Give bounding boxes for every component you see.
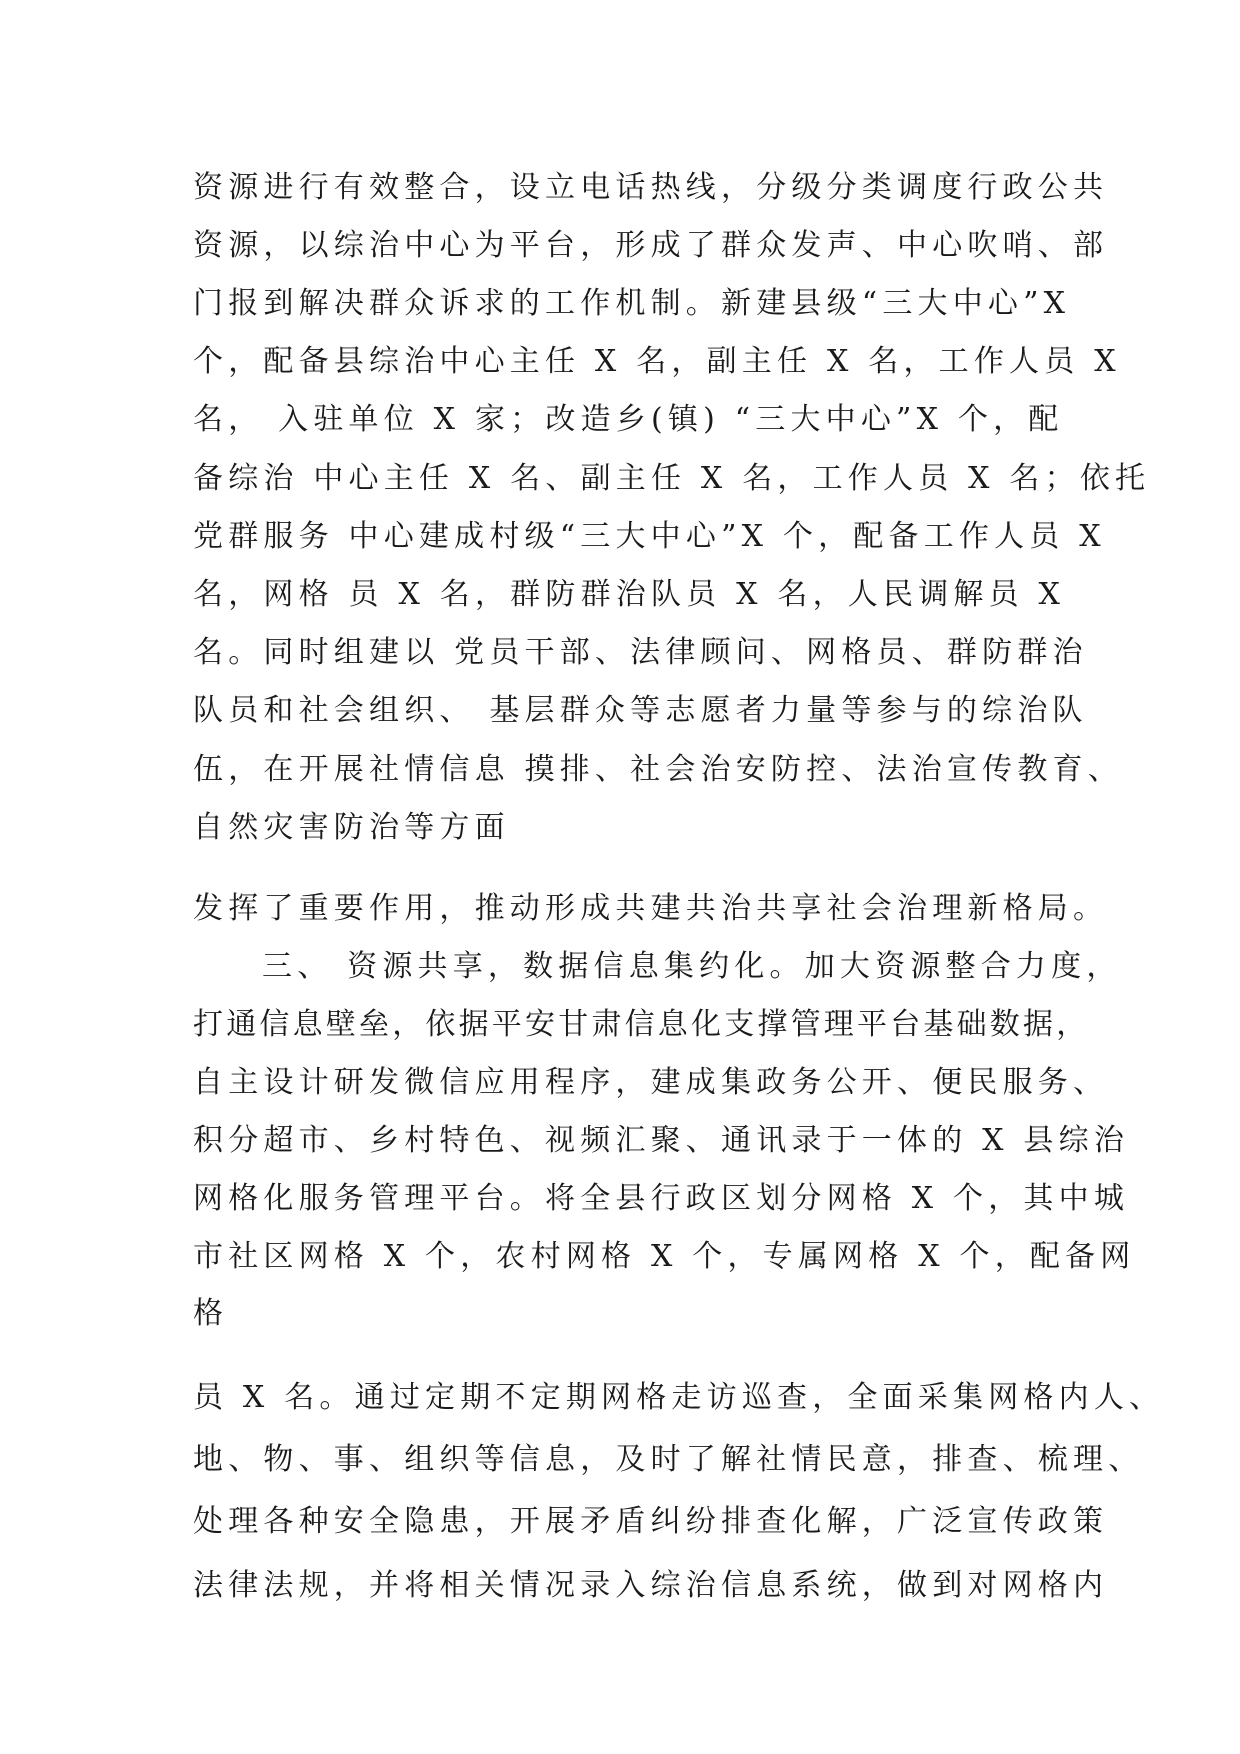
- section-heading-line: 三、 资源共享，数据信息集约化。加大资源整合力度，: [262, 949, 1122, 984]
- text-line: 队员和社会组织、 基层群众等志愿者力量等参与的综治队: [193, 693, 1088, 728]
- text-line: 自主设计研发微信应用程序，建成集政务公开、便民服务、: [193, 1065, 1109, 1100]
- text-line: 地、物、事、组织等信息，及时了解社情民意，排查、梳理、: [193, 1442, 1144, 1477]
- text-line: 名。同时组建以 党员干部、法律顾问、网格员、群防群治: [193, 635, 1088, 670]
- text-line: 党群服务 中心建成村级“三大中心”X 个，配备工作人员 X: [193, 519, 1106, 554]
- text-line: 个，配备县综治中心主任 X 名，副主任 X 名，工作人员 X: [193, 344, 1121, 379]
- text-line: 市社区网格 X 个，农村网格 X 个，专属网格 X 个，配备网: [193, 1239, 1136, 1274]
- text-line: 法律法规，并将相关情况录入综治信息系统，做到对网格内: [193, 1568, 1109, 1603]
- text-line: 资源，以综治中心为平台，形成了群众发声、中心吹哨、部: [193, 228, 1109, 263]
- text-line: 处理各种安全隐患，开展矛盾纠纷排查化解，广泛宣传政策: [193, 1504, 1109, 1539]
- text-line: 伍，在开展社情信息 摸排、社会治安防控、法治宣传教育、: [193, 752, 1123, 787]
- text-line: 门报到解决群众诉求的工作机制。新建县级“三大中心”X: [193, 286, 1071, 321]
- text-line: 格: [193, 1296, 229, 1331]
- text-line: 备综治 中心主任 X 名、副主任 X 名，工作人员 X 名；依托: [193, 461, 1151, 496]
- text-line: 发挥了重要作用，推动形成共建共治共享社会治理新格局。: [193, 891, 1109, 926]
- text-line: 网格化服务管理平台。将全县行政区划分网格 X 个，其中城: [193, 1181, 1130, 1216]
- text-line: 资源进行有效整合，设立电话热线，分级分类调度行政公共: [193, 170, 1109, 205]
- text-line: 名， 入驻单位 X 家；改造乡(镇) “三大中心”X 个，配: [193, 402, 1064, 437]
- text-line: 名，网格 员 X 名，群防群治队员 X 名，人民调解员 X: [193, 577, 1066, 612]
- text-line: 打通信息壁垒，依据平安甘肃信息化支撑管理平台基础数据，: [193, 1007, 1090, 1042]
- text-line: 自然灾害防治等方面: [193, 810, 510, 845]
- text-line: 员 X 名。通过定期不定期网格走访巡查，全面采集网格内人、: [193, 1380, 1165, 1415]
- text-line: 积分超市、乡村特色、视频汇聚、通讯录于一体的 X 县综治: [193, 1123, 1130, 1158]
